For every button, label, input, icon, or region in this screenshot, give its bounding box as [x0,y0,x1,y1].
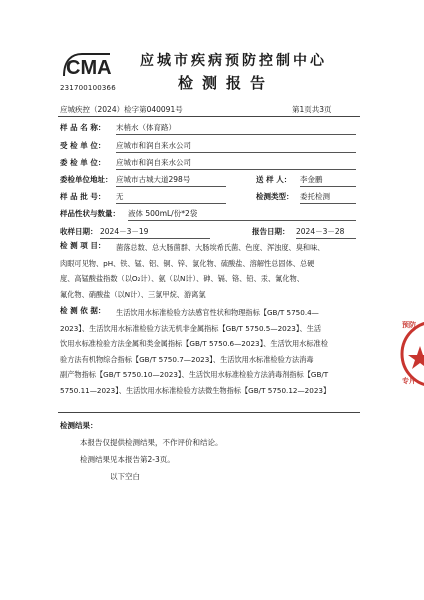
client-label: 委 检 单 位： [60,158,106,167]
receive-date-label: 收样日期： [60,227,98,236]
basis-line: 2023】、生活饮用水标准检验方法无机非金属指标【GB/T 5750.5—2023】、生活 [60,323,322,333]
basis-line: 验方法有机物综合指标【GB/T 5750.7—2023】、生活饮用水标准检验方法消毒 [60,354,314,364]
client: 应城市和润自来水公司 [116,157,356,170]
page-info: 第1页共3页 [292,105,332,114]
svg-text:CMA: CMA [66,57,112,79]
items-line: 菌落总数、总大肠菌群、大肠埃希氏菌、色度、浑浊度、臭和味、 [116,243,325,252]
seal-bottom-text: 专片 [402,377,416,385]
client-address-label: 委检单位地址： [60,175,113,184]
conclusion-line: 以下空白 [110,472,140,481]
basis-block [60,305,362,399]
header-divider [58,116,360,117]
seal-top-text: 预防 [402,321,416,329]
sender: 李金鹏 [300,174,356,187]
batch-label: 样 品 批 号： [60,192,106,201]
conclusion-label: 检测结果： [60,421,98,430]
report-number: 应城疾控（2024）检字第040091号 [60,105,183,114]
items-line: 肉眼可见物、pH、铁、锰、铝、铜、锌、氯化物、硫酸盐、溶解性总固体、总硬 [60,258,315,268]
basis-label: 检 测 依 据： [60,306,106,315]
basis-line: 副产物指标【GB/T 5750.10—2023】、生活饮用水标准检验方法消毒剂指标【GB/T [60,370,329,380]
basis-line: 生活饮用水标准检验方法感官性状和物理指标【GB/T 5750.4— [116,308,319,317]
official-seal [400,318,424,390]
report-title: 检测报告 [178,74,275,92]
basis-line: 5750.11—2023】、生活饮用水标准检验方法微生物指标【GB/T 5750.12—2023】 [60,385,331,395]
items-line: 氟化物、硝酸盐（以N计）、三氯甲烷、游离氯 [60,289,206,299]
sample-name: 末梢水（体育路） [116,122,356,135]
basis-line: 饮用水标准检验方法金属和类金属指标【GB/T 5750.6—2023】、生活饮用水标准检 [60,339,328,349]
state: 液体 500mL/份*2袋 [128,208,356,221]
org-title: 应城市疾病预防控制中心 [140,53,327,69]
cma-logo [60,50,116,80]
conclusion-line: 检测结果见本报告第2-3页。 [80,455,175,464]
test-type: 委托检测 [300,191,356,204]
section-divider [58,412,360,413]
test-type-label: 检测类型： [256,192,294,201]
items-block [60,240,360,302]
sender-label: 送 样 人： [256,175,292,184]
batch: 无 [116,191,226,204]
items-line: 度、高锰酸盐指数（以O₂计）、氨（以N计）、砷、镉、铬、铅、汞、氰化物、 [60,274,304,284]
inspected-unit: 应城市和润自来水公司 [116,140,356,153]
client-address: 应城市古城大道298号 [116,174,226,187]
conclusion-line: 本报告仅提供检测结果，不作评价和结论。 [80,438,223,447]
report-date-label: 报告日期： [252,227,290,236]
sample-name-label: 样 品 名 称： [60,123,106,132]
inspected-unit-label: 受 检 单 位： [60,141,106,150]
state-label: 样品性状与数量： [60,209,120,218]
items-label: 检 测 项 目： [60,241,106,250]
cert-number: 231700100366 [60,84,116,92]
report-date: 2024－3－28 [296,226,356,239]
receive-date: 2024－3－19 [100,226,210,239]
